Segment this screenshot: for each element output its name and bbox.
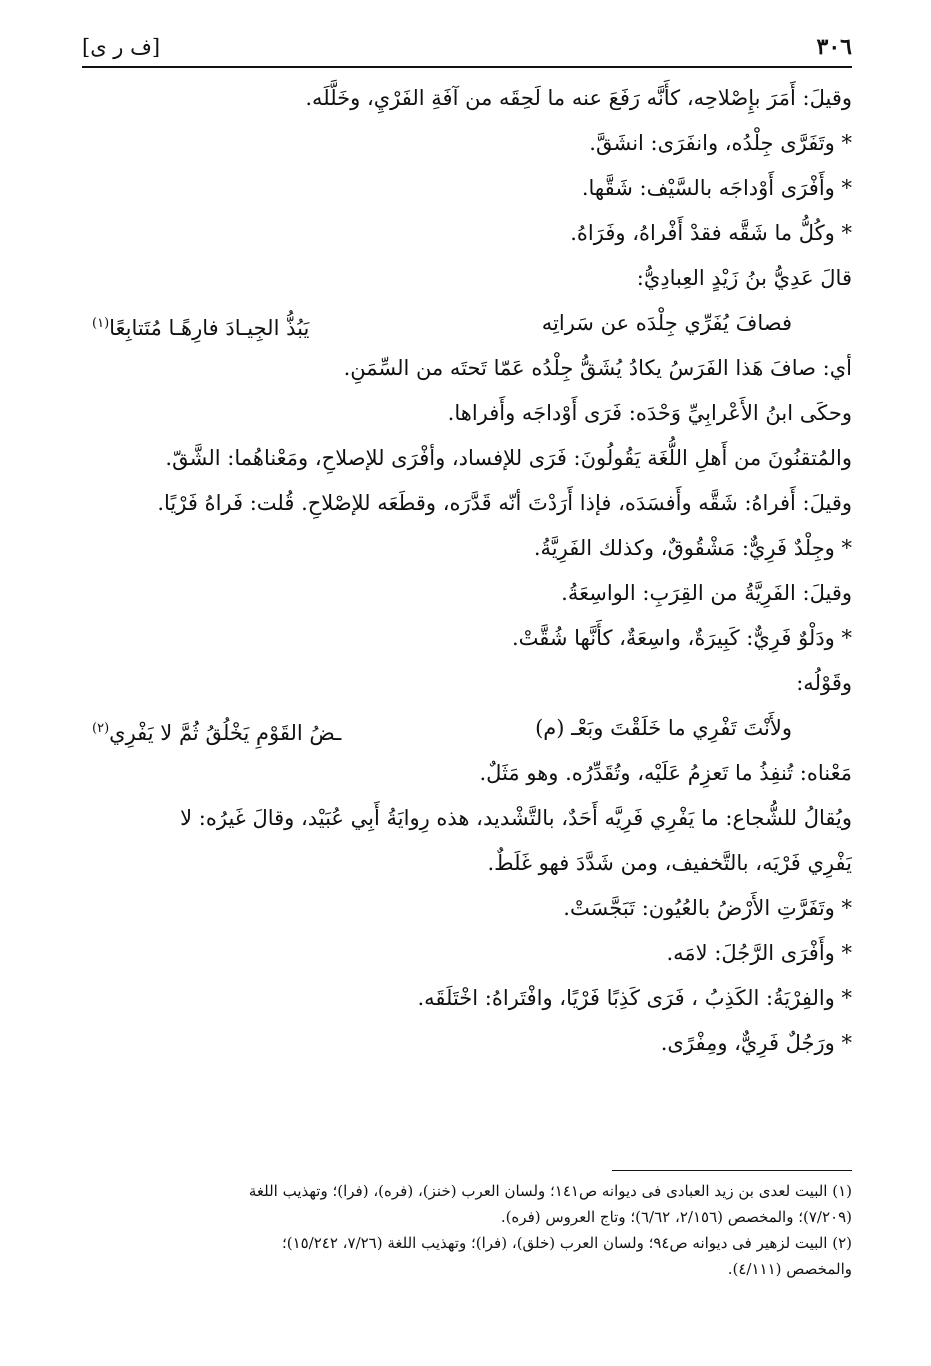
footnote-line: (٢) البيت لزهير فى ديوانه ص٩٤؛ ولسان العرب (خلق)، (فرا)؛ وتهذيب اللغة (٧/٢٦، ١٥/٢٤٢)؛	[281, 1234, 852, 1252]
footnote-rule	[612, 1170, 852, 1171]
text-line: وقَوْلُه:	[796, 671, 852, 695]
verse-second-hemistich-text: يَبُذُّ الجِيـادَ فارِهًـا مُتَتابِعًا	[109, 316, 310, 340]
text-line: * وتَفَرَّتِ الأَرْضُ بالعُيُون: تَبَجَّسَتْ.	[563, 896, 852, 920]
footnote-line: والمخصص (٤/١١١).	[727, 1260, 852, 1278]
verse-first-hemistich: فصافَ يُفَرِّي جِلْدَه عن سَراتِه	[541, 311, 792, 335]
poetry-verse	[82, 301, 852, 346]
poetry-verse	[82, 706, 852, 751]
text-line: أي: صافَ هَذا الفَرَسُ يكادُ يُشَقُّ جِلْدُه عَمّا تَحتَه من السِّمَنِ.	[343, 356, 852, 380]
text-line: مَعْناه: تُنفِذُ ما تَعزِمُ عَلَيْه، وتُقَدِّرُه. وهو مَثَلٌ.	[479, 761, 852, 785]
footnote-line: (١) البيت لعدى بن زيد العبادى فى ديوانه ص١٤١؛ ولسان العرب (خنز)، (فره)، (فرا)؛ وتهذيب اللغة	[248, 1182, 852, 1200]
footnote-marker: (١)	[92, 316, 110, 331]
verse-second-hemistich	[92, 301, 309, 346]
text-line: * وجِلْدٌ فَرِيٌّ: مَشْقُوقٌ، وكذلك الفَرِيَّةُ.	[533, 536, 852, 560]
main-text	[82, 76, 852, 1066]
root-section-label: [ف ر ى]	[82, 35, 161, 59]
text-line: وقيلَ: الفَرِيَّةُ من القِرَبِ: الواسِعَةُ.	[561, 581, 852, 605]
text-line: * وتَفَرَّى جِلْدُه، وانفَرَى: انشَقَّ.	[589, 131, 852, 155]
text-line: يَفْرِي فَرْيَه، بالتَّخفيف، ومن شَدَّدَ فهو غَلَطٌ.	[487, 851, 852, 875]
text-line: وحكَى ابنُ الأَعْرابِيِّ وَحْدَه: فَرَى أَوْداجَه وأَفراها.	[447, 401, 852, 425]
text-line: * ودَلْوٌ فَرِيٌّ: كَبِيرَةٌ، واسِعَةٌ، كأَنَّها شُقَّتْ.	[511, 626, 852, 650]
text-line: وقيلَ: أَمَرَ بإِصْلاحِه، كأَنَّه رَفَعَ عنه ما لَحِقَه من آفَةِ الفَرْيِ، وخَلَّلَه.	[305, 86, 852, 110]
text-line: * وأَفْرَى أَوْداجَه بالسَّيْف: شَقَّها.	[581, 176, 852, 200]
text-line: * وأَفْرَى الرَّجُلَ: لامَه.	[666, 941, 852, 965]
page-number: ٣٠٦	[816, 34, 852, 60]
page-header	[82, 32, 852, 62]
text-line: * والفِرْيَةُ: الكَذِبُ ، فَرَى كَذِبًا فَرْيًا، وافْتَراهُ: اخْتَلَقَه.	[417, 986, 852, 1010]
text-line: ويُقالُ للشُّجاع: ما يَفْرِي فَرِيَّه أَحَدٌ، بالتَّشْديد، هذه رِوايَةُ أَبِي عُبَيْد، وقالَ غَيرُه: لا	[180, 806, 852, 830]
footnote-marker: (٢)	[92, 721, 110, 736]
text-line: والمُتقنُونَ من أَهلِ اللُّغَة يَقُولُونَ: فَرَى للإفساد، وأفْرَى للإصلاحِ، ومَعْناهُما: الشَّقّ.	[165, 446, 852, 470]
verse-first-hemistich: ولأَنْتَ تَفْرِي ما خَلَقْتَ وبَعْـ (م)	[535, 716, 792, 740]
verse-second-hemistich	[92, 706, 341, 751]
header-rule	[82, 66, 852, 68]
footnote-line: (٧/٢٠٩)؛ والمخصص (٢/١٥٦، ٦/٦٢)؛ وتاج العروس (فره).	[500, 1208, 852, 1226]
verse-second-hemistich-text: ـضُ القَوْمِ يَخْلُقُ ثُمَّ لا يَفْرِي	[109, 721, 342, 745]
text-line: وقيلَ: أَفراهُ: شَقَّه وأَفسَدَه، فإذا أَرَدْتَ أنّه قَدَّرَه، وقطَعَه للإصْلاحِ. قُلت: فَراهُ فَرْيًا.	[157, 491, 852, 515]
text-line: * وكُلُّ ما شَقَّه فقدْ أَفْراهُ، وفَرَاهُ.	[570, 221, 852, 245]
text-line: * ورَجُلٌ فَرِيٌّ، ومِفْرًى.	[660, 1031, 852, 1055]
text-line: قالَ عَدِيُّ بنُ زَيْدٍ العِبادِيُّ:	[636, 266, 852, 290]
footnotes	[82, 1178, 852, 1282]
